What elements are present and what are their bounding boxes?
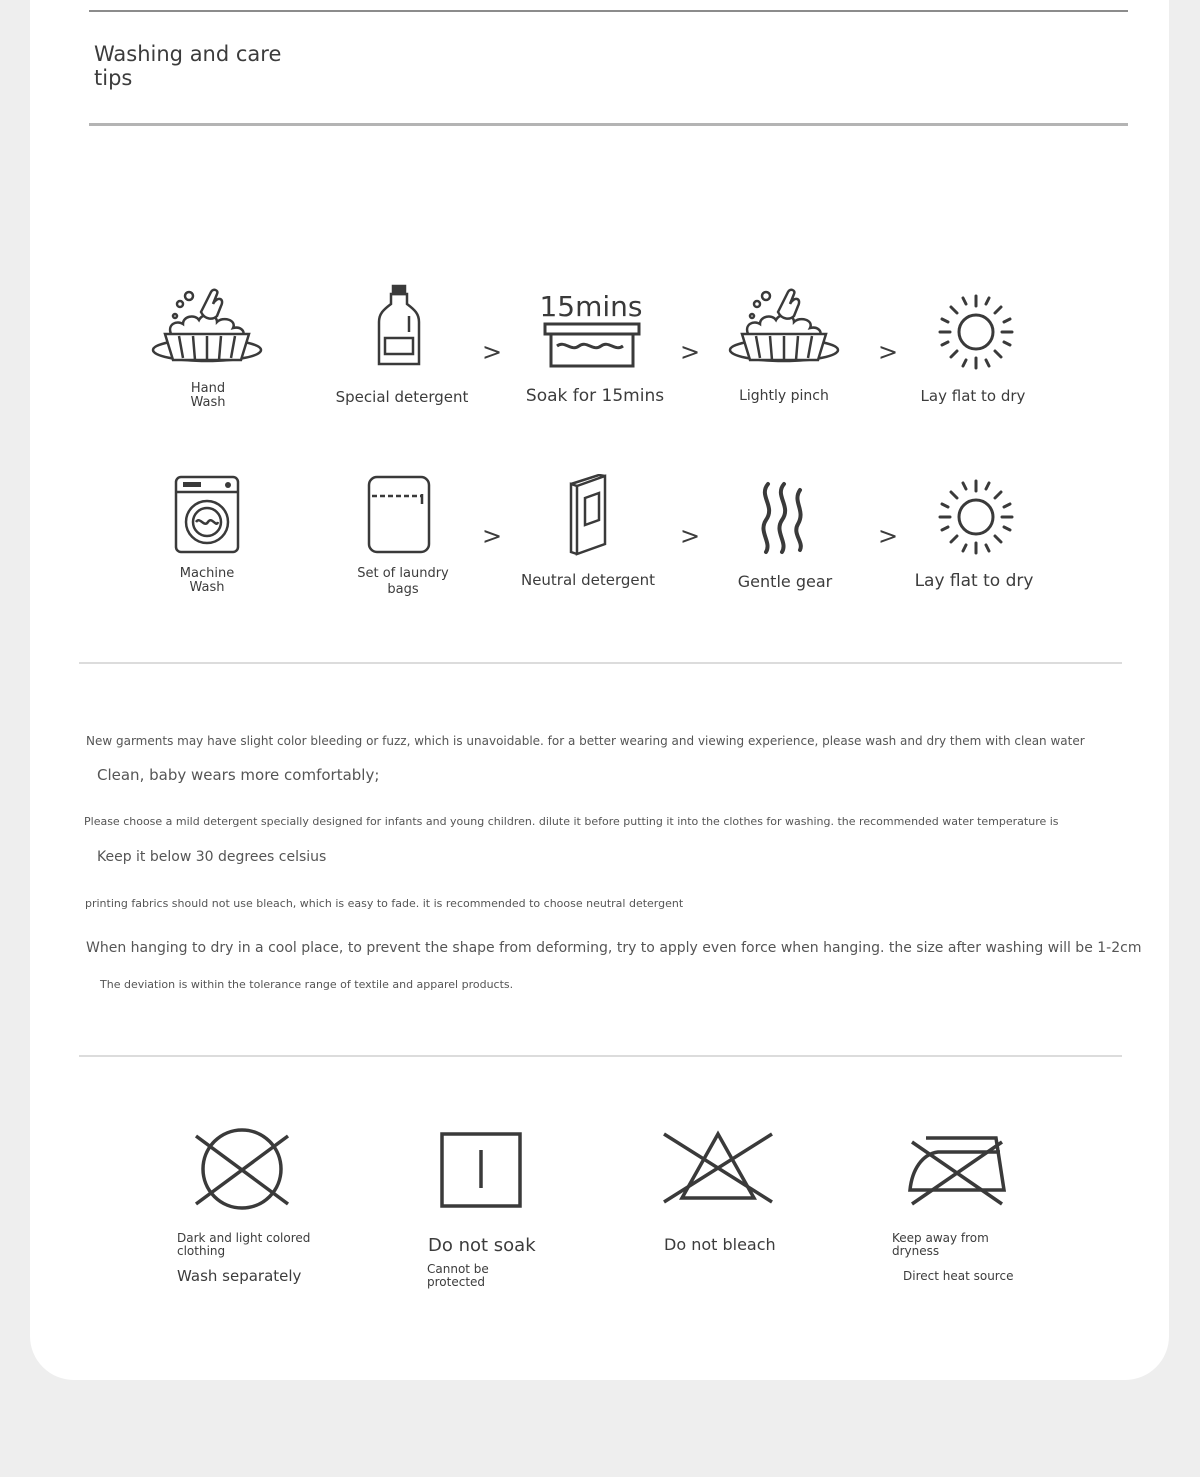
do-not-iron-icon [908, 1134, 1006, 1208]
label-hand-wash: Hand Wash [190, 381, 226, 410]
step-machine-wash [127, 474, 287, 556]
care-label-heat-1: Keep away from dryness [892, 1231, 989, 1258]
laundry-bag-icon [364, 474, 434, 556]
step-laundry-bags [319, 474, 479, 556]
care-label-separate-1: Dark and light colored clothing [177, 1231, 311, 1258]
detergent-box-icon [567, 474, 617, 556]
svg-text:15mins: 15mins [539, 290, 643, 323]
step-lay-flat-dry-2 [896, 477, 1056, 557]
note-3: Please choose a mild detergent specially designed for infants and young children. dilute it before putting it into the clothes for washing. the recommended water temperature is [84, 815, 1059, 828]
step-lay-flat-dry [896, 292, 1056, 372]
note-7: The deviation is within the tolerance range of textile and apparel products. [100, 978, 514, 991]
label-machine-wash: Machine Wash [179, 566, 235, 595]
arrow-5: > [680, 522, 701, 550]
do-not-bleach-icon [662, 1130, 774, 1204]
do-not-soak-icon [440, 1132, 522, 1208]
step-special-detergent [319, 282, 479, 372]
label-special-detergent: Special detergent [335, 388, 469, 406]
care-label-separate-2: Wash separately [177, 1267, 302, 1285]
label-lightly-pinch: Lightly pinch [739, 388, 829, 404]
no-tumble-dry-icon [194, 1128, 292, 1210]
arrow-2: > [680, 338, 701, 366]
note-4: Keep it below 30 degrees celsius [97, 849, 327, 865]
note-2: Clean, baby wears more comfortably; [97, 766, 380, 784]
steam-waves-icon [754, 480, 814, 556]
arrow-4: > [482, 522, 503, 550]
care-label-soak-2: Cannot be protected [427, 1262, 489, 1289]
label-neutral-detergent: Neutral detergent [520, 571, 656, 589]
sun-icon [936, 477, 1016, 557]
step-lightly-pinch [704, 282, 864, 372]
steps-divider [79, 662, 1122, 664]
arrow-1: > [482, 338, 503, 366]
soak-basin-icon [537, 286, 647, 372]
label-gentle-gear: Gentle gear [737, 572, 833, 591]
notes-divider [79, 1055, 1122, 1057]
note-5: printing fabrics should not use bleach, which is easy to fade. it is recommended to choose neutral detergent [85, 897, 684, 910]
top-divider [89, 10, 1128, 12]
care-label-heat-2: Direct heat source [903, 1269, 1014, 1283]
detergent-bottle-icon [369, 282, 429, 372]
label-lay-flat-2: Lay flat to dry [914, 571, 1034, 591]
label-laundry-bags: Set of laundry bags [357, 566, 449, 597]
note-6: When hanging to dry in a cool place, to prevent the shape from deforming, try to apply even force when hanging. the size after washing will be 1-2cm [86, 940, 1142, 956]
title-divider [89, 123, 1128, 126]
hand-wash-basin-icon [724, 282, 844, 372]
arrow-3: > [878, 338, 899, 366]
label-soak: Soak for 15mins [525, 386, 665, 406]
arrow-6: > [878, 522, 899, 550]
washing-machine-icon [172, 474, 242, 556]
care-label-bleach: Do not bleach [664, 1235, 776, 1254]
section-title: Washing and care tips [94, 42, 282, 90]
hand-wash-basin-icon [147, 282, 267, 372]
step-neutral-detergent [512, 474, 672, 556]
step-hand-wash [127, 282, 287, 372]
sun-icon [936, 292, 1016, 372]
care-label-soak-1: Do not soak [428, 1235, 536, 1256]
label-lay-flat-1: Lay flat to dry [920, 387, 1026, 405]
step-gentle-gear [704, 480, 864, 556]
note-1: New garments may have slight color bleeding or fuzz, which is unavoidable. for a better wearing and viewing experience, please wash and dry them with clean water [86, 734, 1085, 748]
step-soak [512, 286, 672, 372]
